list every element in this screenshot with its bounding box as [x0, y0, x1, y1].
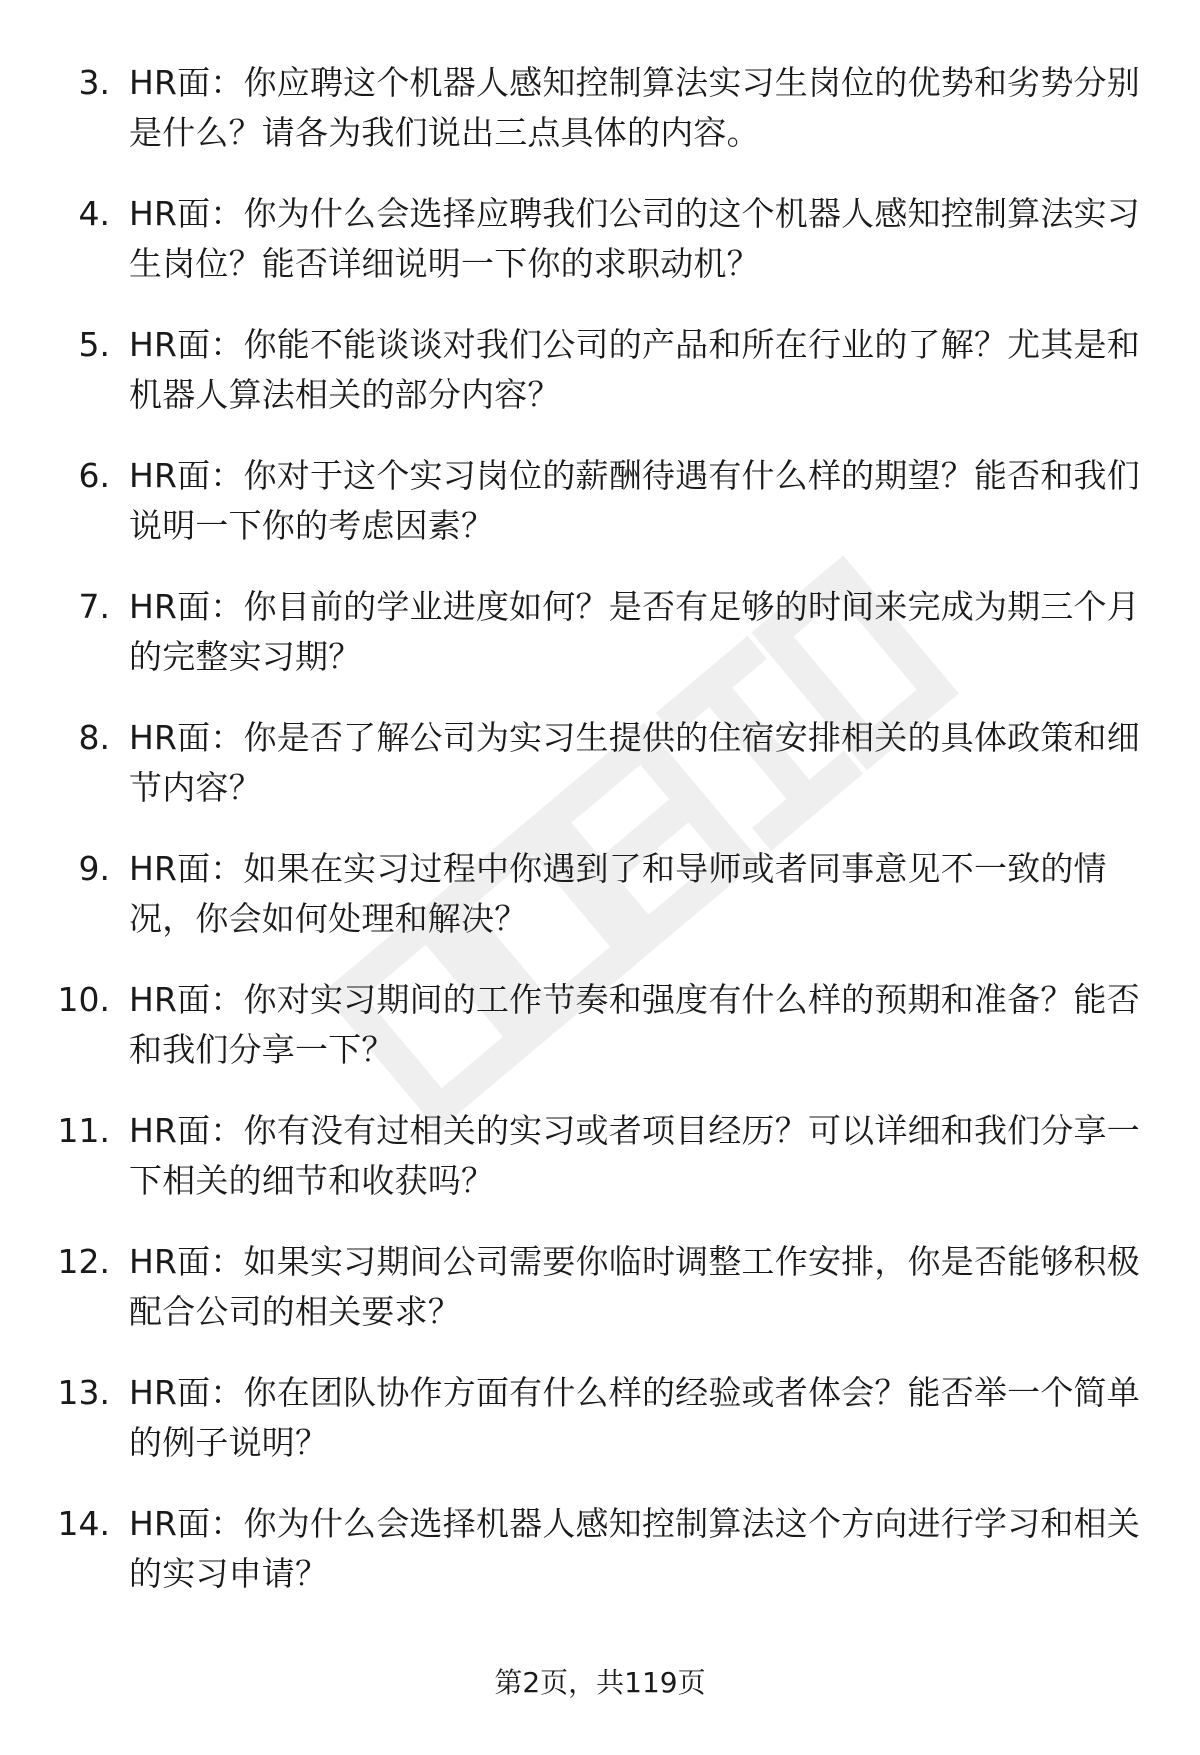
question-item: [0, 1106, 1200, 1237]
question-item: [0, 451, 1200, 582]
question-list: [0, 58, 1200, 1630]
question-number: 7.: [78, 587, 110, 626]
question-text: HR面：你在团队协作方面有什么样的经验或者体会？能否举一个简单的例子说明？: [129, 1373, 1140, 1462]
question-item: [0, 1499, 1200, 1630]
question-item: [0, 320, 1200, 451]
question-item: [0, 1368, 1200, 1499]
question-number: 4.: [78, 194, 110, 233]
question-text: HR面：如果在实习过程中你遇到了和导师或者同事意见不一致的情况，你会如何处理和解决？: [129, 849, 1107, 938]
question-text: HR面：你是否了解公司为实习生提供的住宿安排相关的具体政策和细节内容？: [129, 718, 1140, 807]
question-number: 10.: [57, 980, 110, 1019]
question-number: 3.: [78, 63, 110, 102]
question-item: [0, 189, 1200, 320]
question-text: HR面：你对实习期间的工作节奏和强度有什么样的预期和准备？能否和我们分享一下？: [129, 980, 1140, 1069]
page-indicator: 第2页，共119页: [494, 1666, 706, 1699]
question-item: [0, 844, 1200, 975]
question-item: [0, 582, 1200, 713]
question-number: 13.: [57, 1373, 110, 1412]
question-number: 5.: [78, 325, 110, 364]
question-number: 14.: [57, 1504, 110, 1543]
question-number: 9.: [78, 849, 110, 888]
question-number: 6.: [78, 456, 110, 495]
question-text: HR面：如果实习期间公司需要你临时调整工作安排，你是否能够积极配合公司的相关要求？: [129, 1242, 1140, 1331]
question-number: 8.: [78, 718, 110, 757]
question-number: 11.: [57, 1111, 110, 1150]
question-text: HR面：你为什么会选择机器人感知控制算法这个方向进行学习和相关的实习申请？: [129, 1504, 1140, 1593]
question-text: HR面：你应聘这个机器人感知控制算法实习生岗位的优势和劣势分别是什么？请各为我们说出三点具体的内容。: [129, 63, 1140, 152]
question-item: [0, 975, 1200, 1106]
question-text: HR面：你有没有过相关的实习或者项目经历？可以详细和我们分享一下相关的细节和收获吗？: [129, 1111, 1140, 1200]
question-text: HR面：你为什么会选择应聘我们公司的这个机器人感知控制算法实习生岗位？能否详细说明一下你的求职动机？: [129, 194, 1140, 283]
question-text: HR面：你能不能谈谈对我们公司的产品和所在行业的了解？尤其是和机器人算法相关的部分内容？: [129, 325, 1140, 414]
question-item: [0, 58, 1200, 189]
question-number: 12.: [57, 1242, 110, 1281]
question-text: HR面：你对于这个实习岗位的薪酬待遇有什么样的期望？能否和我们说明一下你的考虑因素？: [129, 456, 1140, 545]
question-text: HR面：你目前的学业进度如何？是否有足够的时间来完成为期三个月的完整实习期？: [129, 587, 1140, 676]
question-item: [0, 1237, 1200, 1368]
question-item: [0, 713, 1200, 844]
